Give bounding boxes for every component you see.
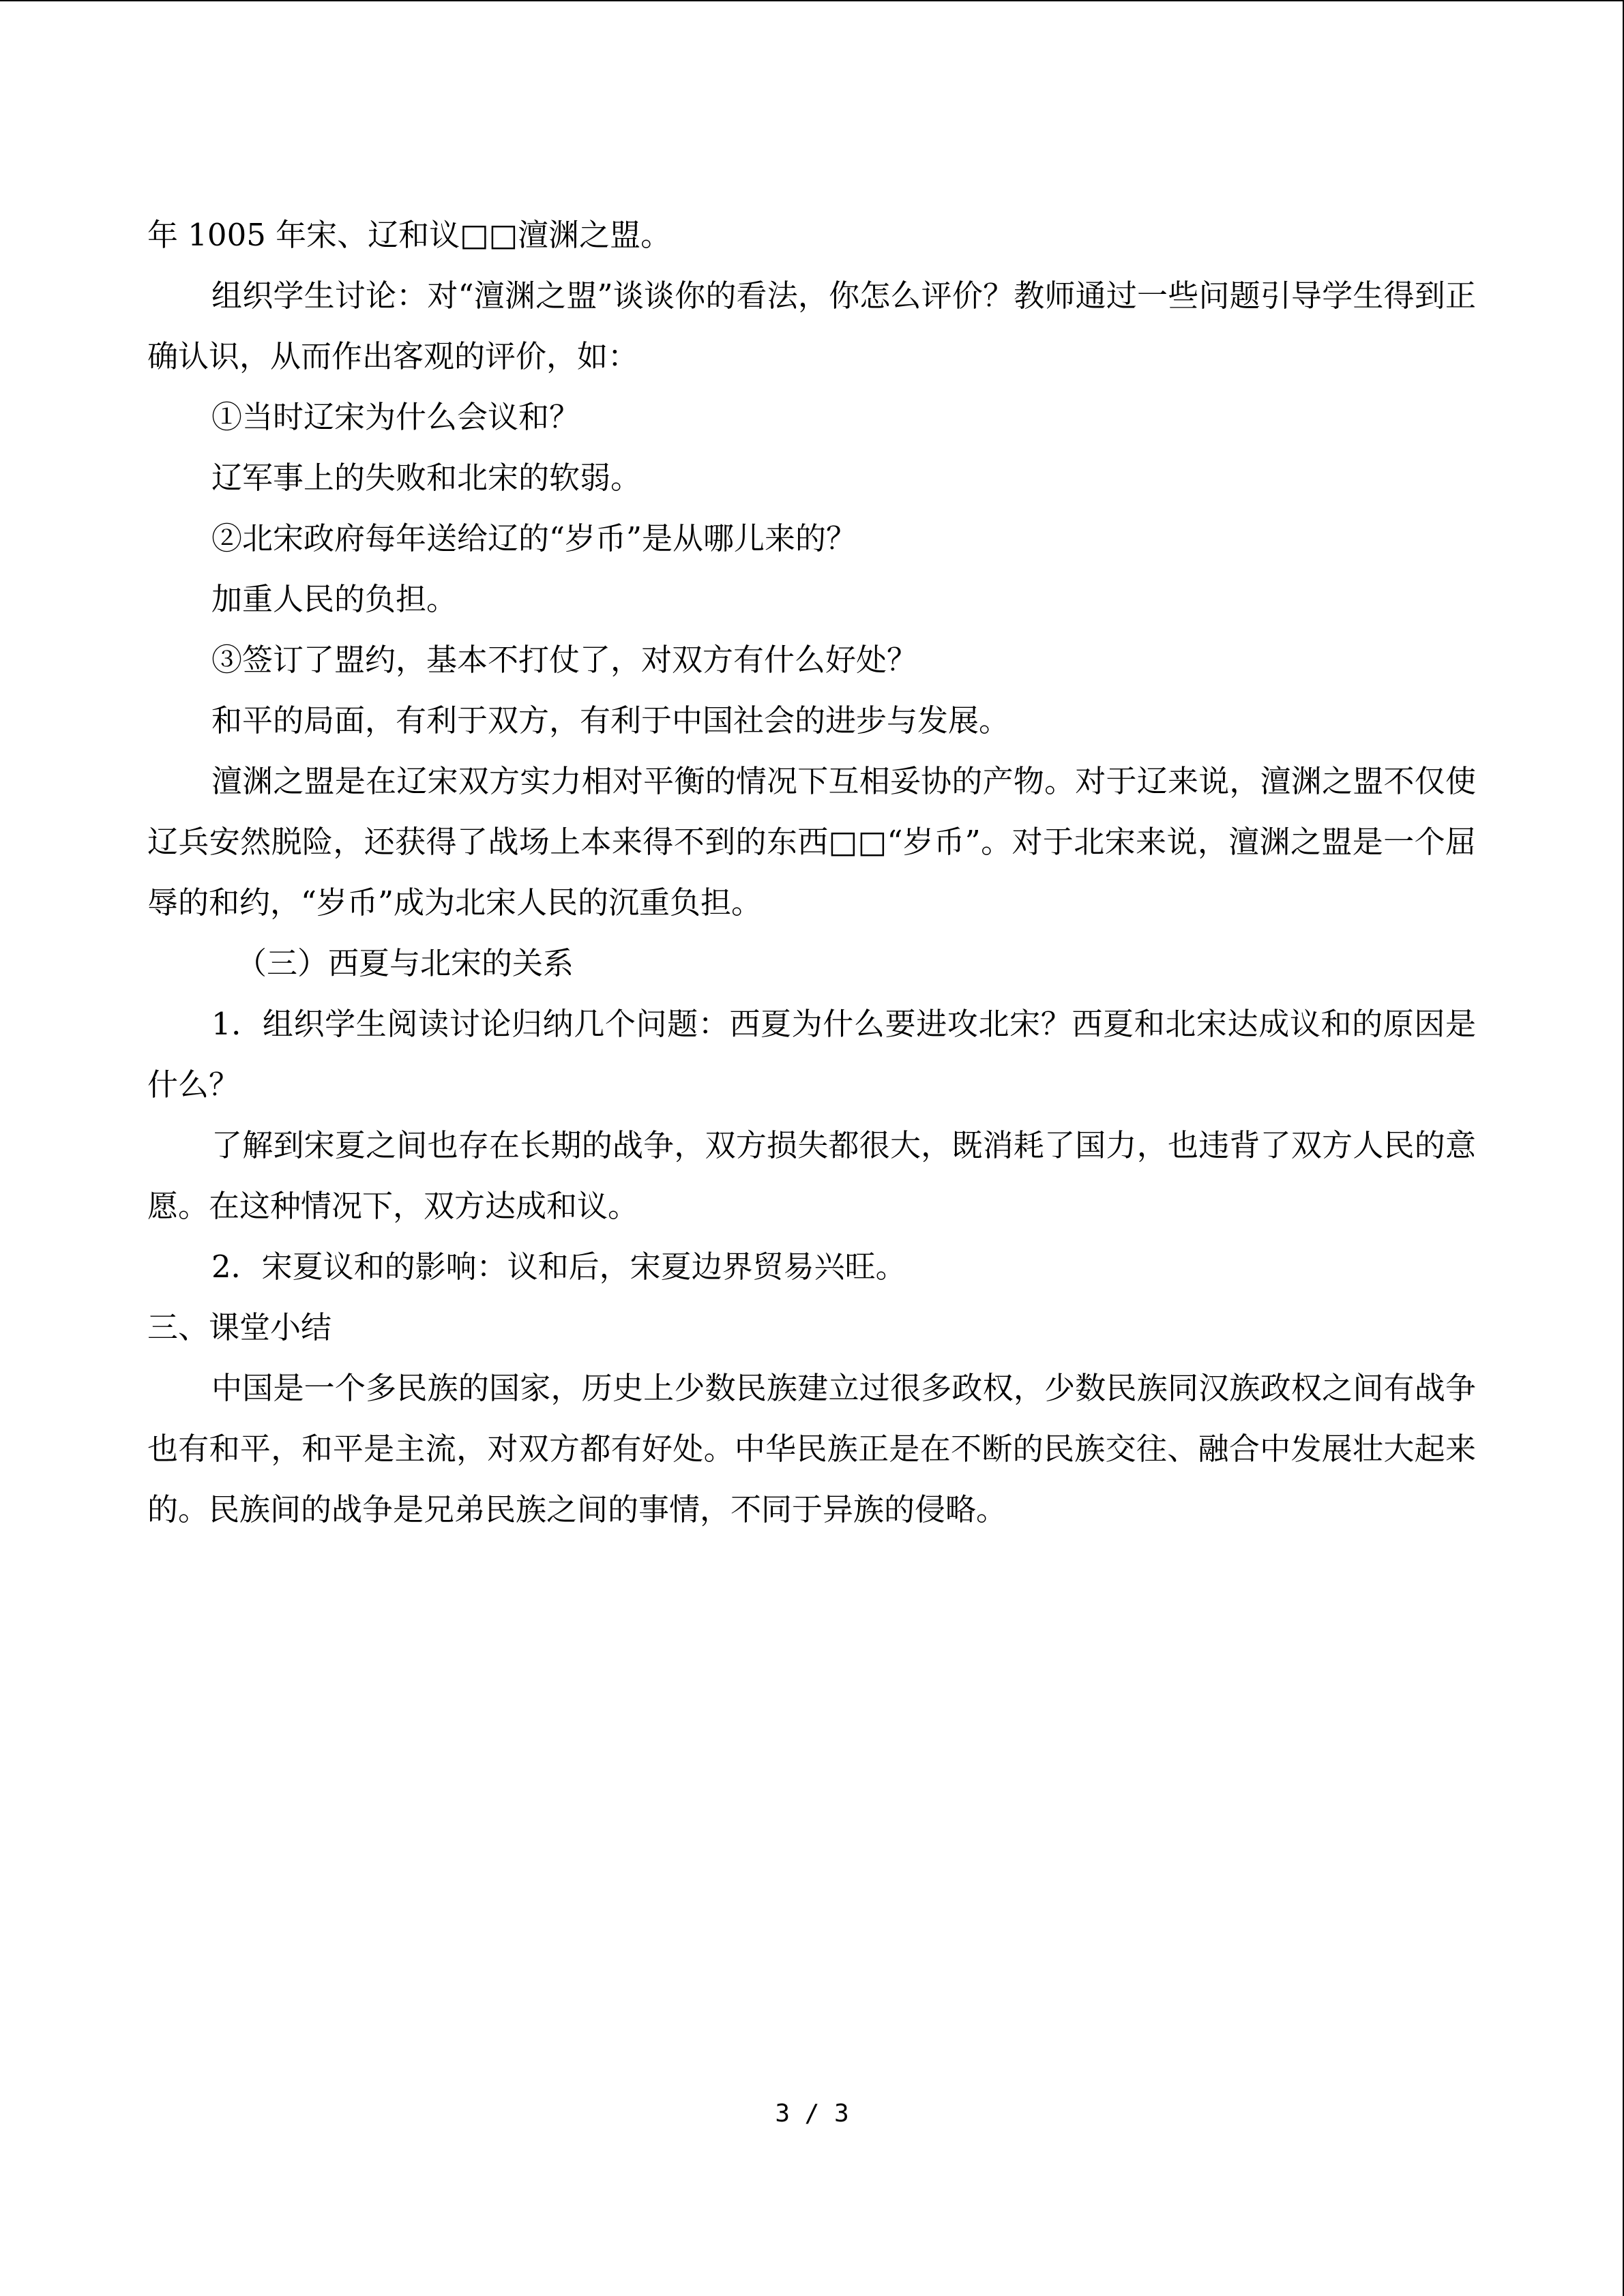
paragraph-treaty-evaluation: 澶渊之盟是在辽宋双方实力相对平衡的情况下互相妥协的产物。对于辽来说，澶渊之盟不仅使辽兵安然脱险，还获得了战场上本来得不到的东西□□“岁币”。对于北宋来说，澶渊之盟是一个屈辱的和约，“岁币”成为北宋人民的沉重负担。 [147, 763, 1476, 921]
paragraph-question-1: ①当时辽宋为什么会议和？ [211, 399, 580, 435]
page-number: 3 / 3 [775, 2100, 849, 2128]
paragraph-xixia-war: 了解到宋夏之间也存在长期的战争，双方损失都很大，既消耗了国力，也违背了双方人民的意愿。在这种情况下，双方达成和议。 [147, 1127, 1476, 1224]
paragraph-answer-3: 和平的局面，有利于双方，有利于中国社会的进步与发展。 [211, 702, 1010, 739]
paragraph-answer-2: 加重人民的负担。 [211, 581, 458, 617]
section-heading-summary: 三、课堂小结 [147, 1309, 332, 1345]
section-heading-xixia: （三）西夏与北宋的关系 [236, 945, 574, 981]
paragraph-treaty-year: 年 1005 年宋、辽和议□□澶渊之盟。 [147, 217, 672, 253]
page-border-top [0, 0, 1624, 1]
paragraph-answer-1: 辽军事上的失败和北宋的软弱。 [211, 460, 642, 496]
paragraph-question-2: ②北宋政府每年送给辽的“岁币”是从哪儿来的？ [211, 520, 857, 556]
paragraph-discussion-prompt: 组织学生讨论：对“澶渊之盟”谈谈你的看法，你怎么评价？教师通过一些问题引导学生得到正确认识，从而作出客观的评价，如： [147, 278, 1476, 374]
paragraph-summary: 中国是一个多民族的国家，历史上少数民族建立过很多政权，少数民族同汉族政权之间有战争也有和平，和平是主流，对双方都有好处。中华民族正是在不断的民族交往、融合中发展壮大起来的。民族间的战争是兄弟民族之间的事情，不同于异族的侵略。 [147, 1370, 1476, 1527]
paragraph-xixia-impact: 2．宋夏议和的影响：议和后，宋夏边界贸易兴旺。 [211, 1249, 906, 1285]
document-body [147, 205, 1476, 1540]
paragraph-xixia-questions: 1．组织学生阅读讨论归纳几个问题：西夏为什么要进攻北宋？西夏和北宋达成议和的原因是什么？ [147, 1006, 1476, 1103]
paragraph-question-3: ③签订了盟约，基本不打仗了，对双方有什么好处？ [211, 642, 918, 678]
